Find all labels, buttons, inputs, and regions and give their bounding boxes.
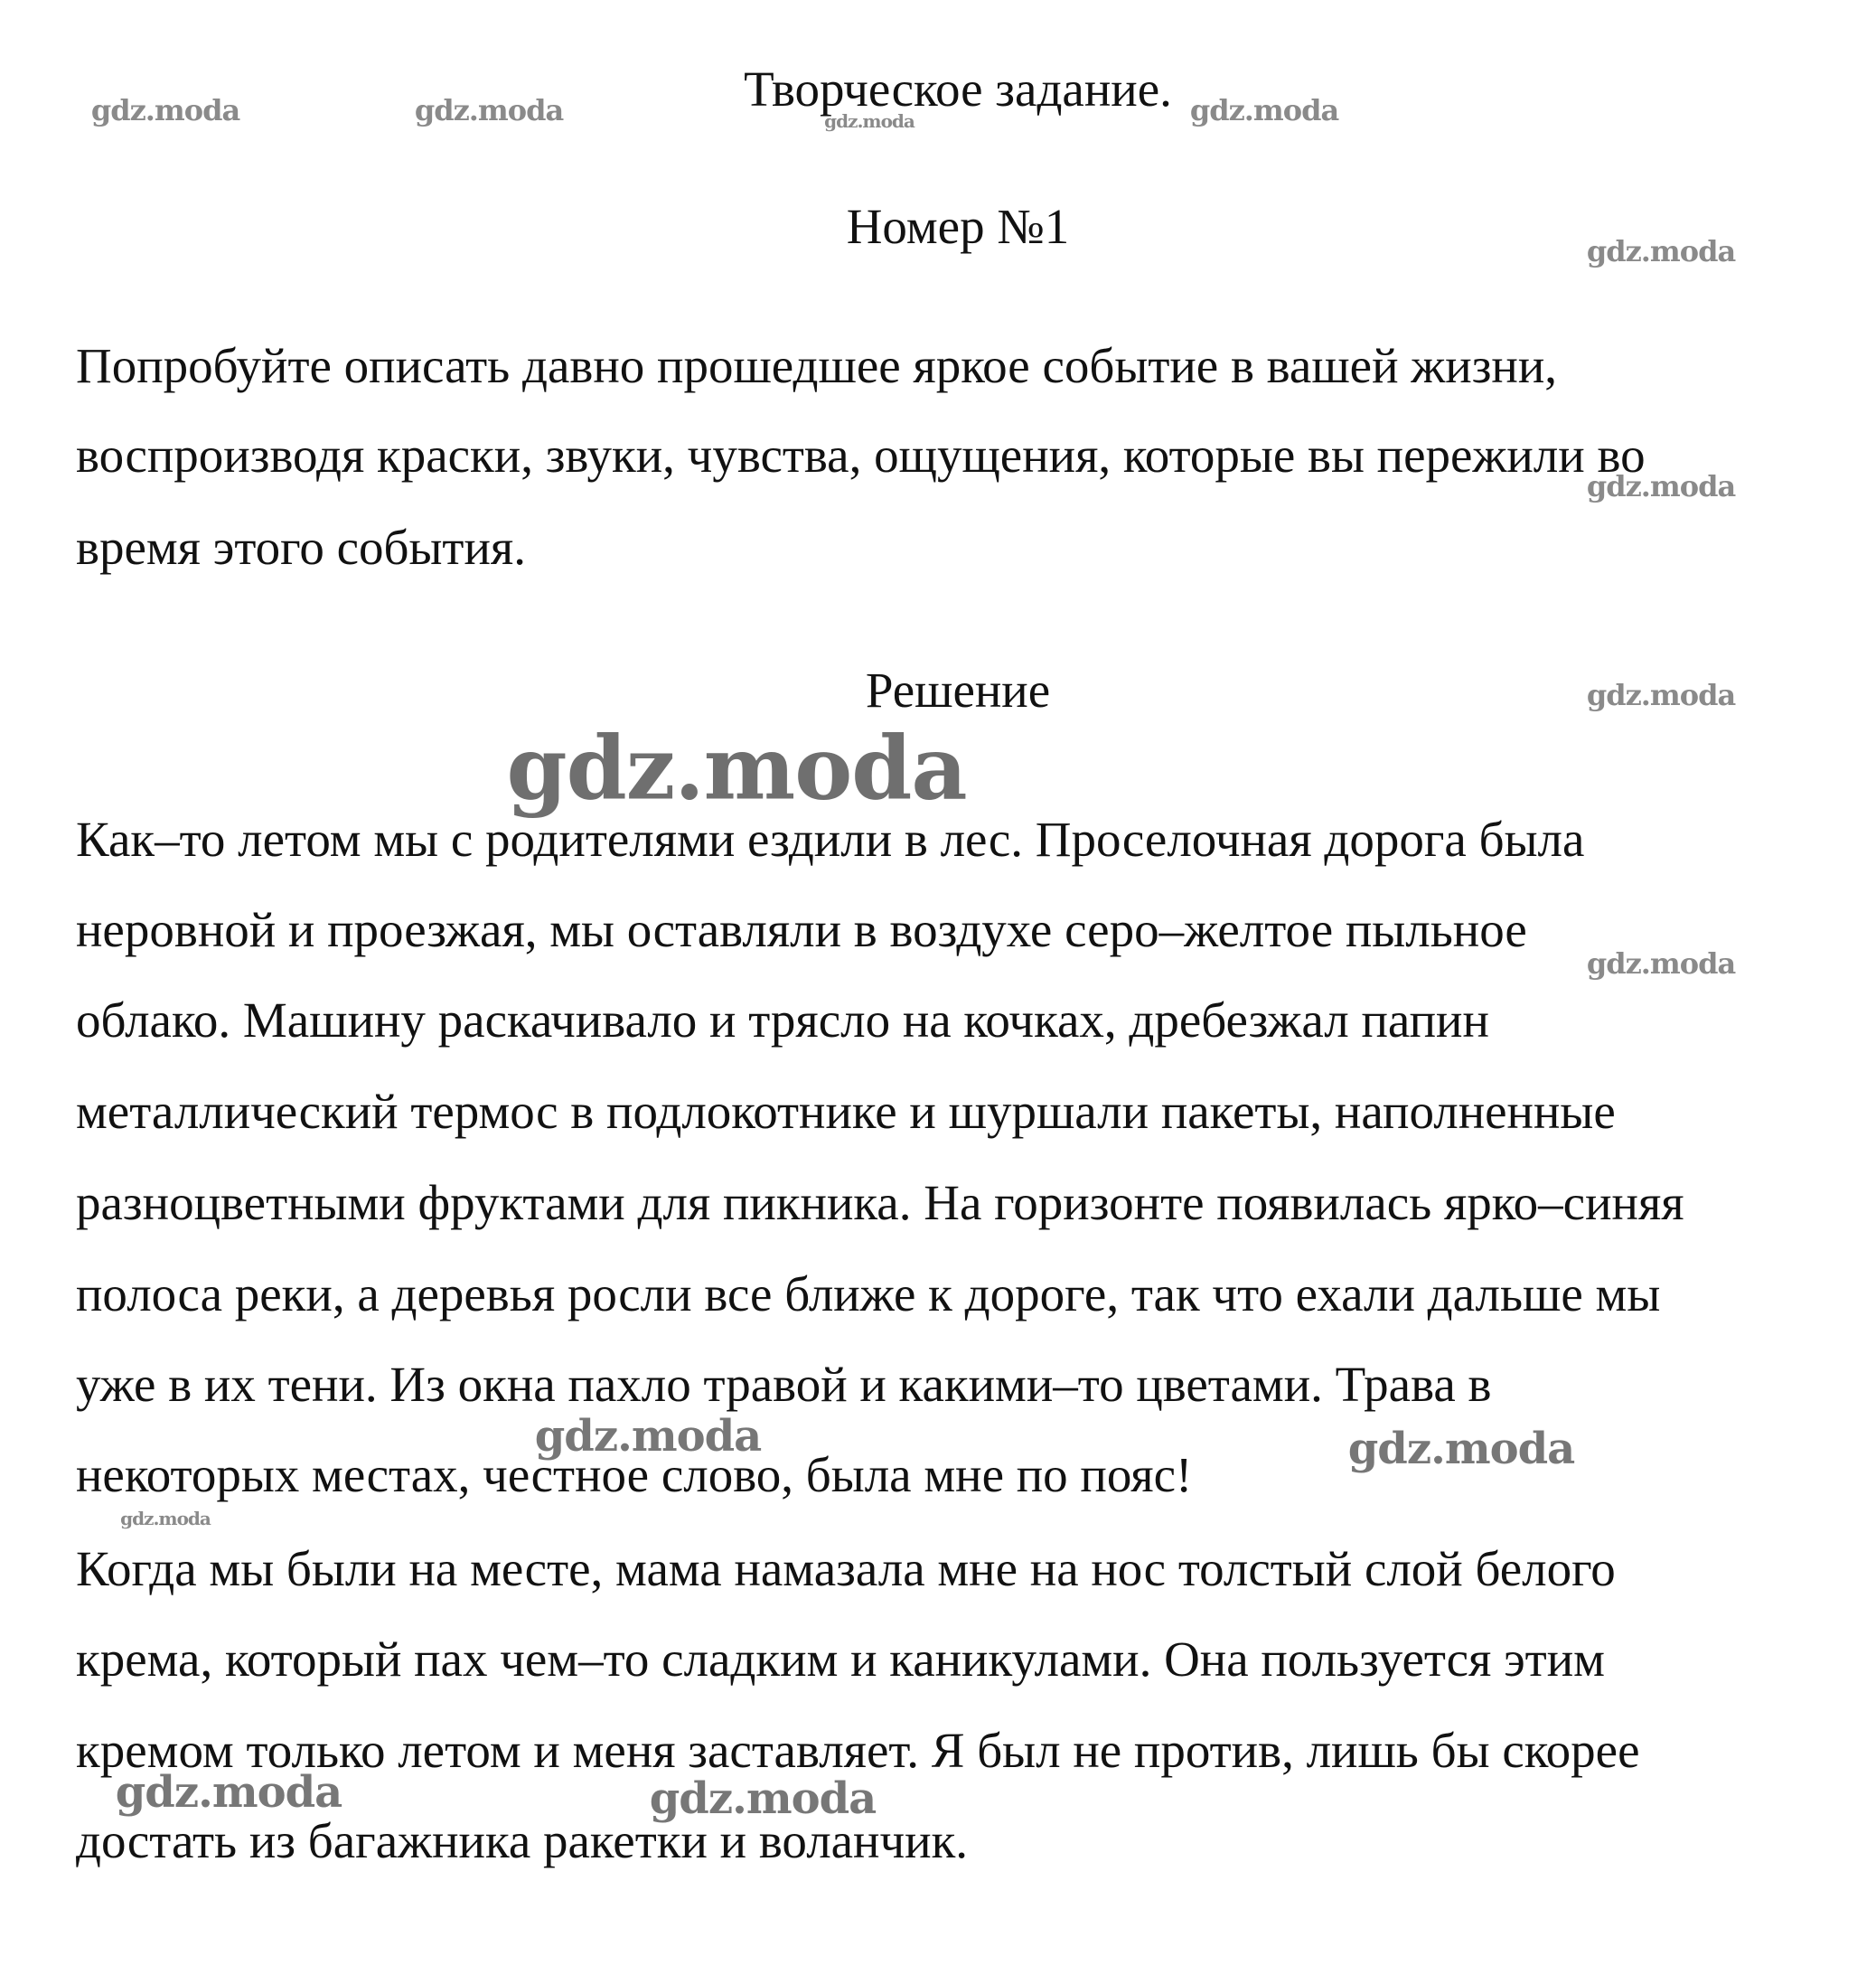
solution-line: металлический термос в подлокотнике и шуршали пакеты, наполненные — [76, 1084, 1616, 1139]
solution-line: крема, который пах чем–то сладким и каникулами. Она пользуется этим — [76, 1631, 1605, 1687]
solution-line: полоса реки, а деревья росли все ближе к дороге, так что ехали дальше мы — [76, 1266, 1661, 1321]
task-line: Попробуйте описать давно прошедшее яркое событие в вашей жизни, — [76, 338, 1558, 393]
watermark: gdz.moda — [90, 93, 240, 127]
watermark: gdz.moda — [1586, 234, 1736, 268]
task-number: Номер №1 — [846, 199, 1070, 254]
page-title: Творческое задание. — [744, 61, 1172, 117]
solution-line: некоторых местах, честное слово, была мне по пояс! — [76, 1447, 1193, 1502]
watermark: gdz.moda — [534, 1411, 762, 1462]
watermark: gdz.moda — [1586, 469, 1736, 503]
watermark: gdz.moda — [1347, 1424, 1575, 1474]
watermark: gdz.moda — [824, 110, 915, 132]
watermark: gdz.moda — [506, 717, 967, 820]
solution-line: уже в их тени. Из окна пахло травой и какими–то цветами. Трава в — [76, 1357, 1492, 1412]
watermark: gdz.moda — [414, 93, 564, 127]
watermark: gdz.moda — [1586, 678, 1736, 712]
solution-line: неровной и проезжая, мы оставляли в воздухе серо–желтое пыльное — [76, 902, 1527, 957]
watermark: gdz.moda — [1586, 946, 1736, 981]
solution-line: достать из багажника ракетки и воланчик. — [76, 1813, 969, 1868]
watermark: gdz.moda — [1189, 93, 1339, 127]
solution-line: разноцветными фруктами для пикника. На горизонте появилась ярко–синяя — [76, 1175, 1684, 1230]
solution-line: Когда мы были на месте, мама намазала мне на нос толстый слой белого — [76, 1541, 1616, 1596]
watermark: gdz.moda — [115, 1767, 342, 1818]
task-line: воспроизводя краски, звуки, чувства, ощущения, которые вы пережили во — [76, 428, 1646, 483]
solution-line: кремом только летом и меня заставляет. Я был не против, лишь бы скорее — [76, 1723, 1640, 1778]
watermark: gdz.moda — [649, 1773, 877, 1824]
solution-line: Как–то летом мы с родителями ездили в лес. Проселочная дорога была — [76, 812, 1585, 867]
task-line: время этого события. — [76, 520, 526, 575]
solution-heading: Решение — [865, 663, 1051, 718]
solution-line: облако. Машину раскачивало и трясло на кочках, дребезжал папин — [76, 992, 1489, 1048]
watermark: gdz.moda — [120, 1508, 211, 1529]
